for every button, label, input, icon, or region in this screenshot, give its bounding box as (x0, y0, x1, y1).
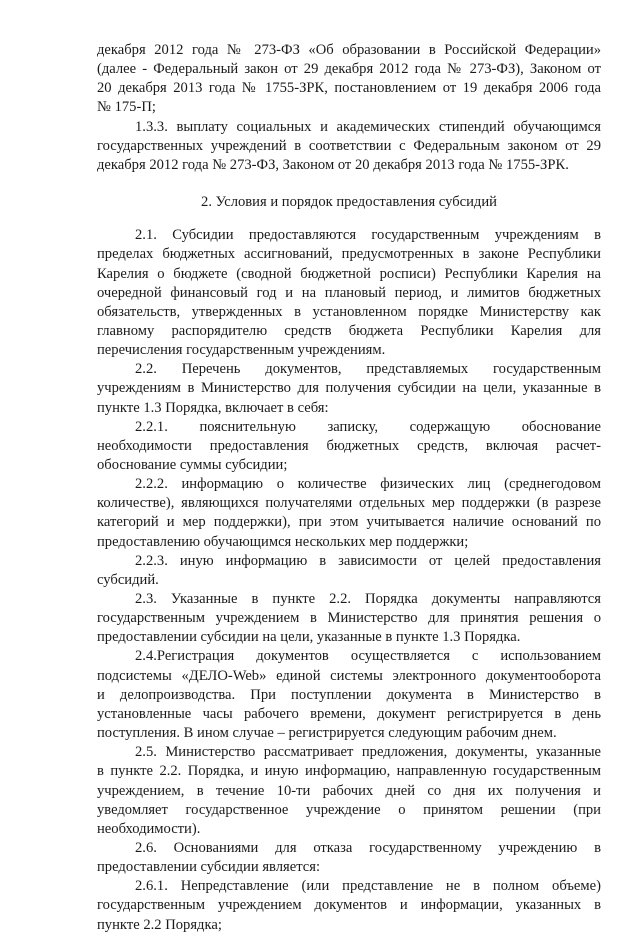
text-line: 2.6. Основаниями для отказа государственному учреждению в (135, 840, 601, 856)
text-line: 2.2.3. иную информацию в зависимости от целей предоставления (135, 553, 601, 569)
text-line: 2.2.2. информацию о количестве физических лиц (среднегодовом (135, 476, 601, 492)
text-line: перечисления государственным учреждениям. (97, 342, 386, 358)
text-line: Карелия о бюджете (сводной бюджетной росписи) Республики Карелия на (97, 266, 601, 282)
text-line: пункте 2.2 Порядка; (97, 917, 222, 933)
text-line: необходимости). (97, 821, 201, 837)
text-line: очередной финансовый год и на плановый период, и лимитов бюджетных (97, 285, 601, 301)
text-line: субсидий. (97, 572, 159, 588)
text-line: государственных учреждений в соответствии с Федеральным законом от 29 (97, 138, 601, 154)
text-line: государственным учреждением документов и информации, указанных в (97, 897, 601, 913)
text-line: учреждениям в Министерство для получения субсидии на цели, указанные в (97, 380, 601, 396)
text-line: 2.6.1. Непредставление (или представление не в полном объеме) (135, 878, 601, 894)
text-line: категорий и мер поддержки), при этом учитывается наличие оснований по (97, 514, 601, 530)
text-line: 2.2.1. пояснительную записку, содержащую обоснование (135, 419, 601, 435)
text-line: № 175-П; (97, 99, 156, 115)
text-line: поступления. В ином случае – регистрируется следующим рабочим днем. (97, 725, 557, 741)
section-heading: 2. Условия и порядок предоставления субсидий (201, 194, 497, 210)
text-line: главному распорядителю средств бюджета Республики Карелия для (97, 323, 601, 339)
text-line: подсистемы «ДЕЛО-Web» единой системы электронного документооборота (97, 668, 601, 684)
text-line: в пункте 2.2. Порядка, и иную информацию, направленную государственным (97, 763, 601, 779)
text-line: пределах бюджетных ассигнований, предусмотренных в законе Республики (97, 246, 601, 262)
text-line: 2.1. Субсидии предоставляются государственным учреждениям в (135, 227, 601, 243)
text-line: 2.2. Перечень документов, представляемых государственным (135, 361, 601, 377)
text-line: предоставлении субсидии является: (97, 859, 321, 875)
text-line: 2.5. Министерство рассматривает предложения, документы, указанные (135, 744, 601, 760)
text-line: 1.3.3. выплату социальных и академических стипендий обучающимся (135, 119, 601, 135)
text-line: (далее - Федеральный закон от 29 декабря 2012 года № 273-ФЗ), Законом от (97, 61, 601, 77)
text-line: 2.4.Регистрация документов осуществляется с использованием (135, 648, 601, 664)
text-line: предоставлении субсидии на цели, указанные в пункте 1.3 Порядка. (97, 629, 521, 645)
text-line: 2.3. Указанные в пункте 2.2. Порядка документы направляются (135, 591, 601, 607)
text-line: и делопроизводства. При поступлении документа в Министерство в (97, 687, 601, 703)
text-line: обязательств, утвержденных в установленном порядке Министерству как (97, 304, 601, 320)
text-line: декабря 2012 года № 273-ФЗ, Законом от 20 декабря 2013 года № 1755-ЗРК. (97, 157, 569, 173)
text-line: учреждением, в течение 10-ти рабочих дней со дня их получения и (97, 783, 601, 799)
text-line: предоставлению обучающимся нескольких мер поддержки; (97, 534, 469, 550)
text-line: уведомляет государственное учреждение о принятом решении (при (97, 802, 601, 818)
text-line: количестве), являющихся получателями отдельных мер поддержки (в разрезе (97, 495, 601, 511)
text-line: установленные часы рабочего времени, документ регистрируется в день (97, 706, 601, 722)
text-line: обоснование суммы субсидии; (97, 457, 288, 473)
text-line: декабря 2012 года № 273-ФЗ «Об образовании в Российской Федерации» (97, 42, 601, 58)
text-line: государственным учреждением в Министерство для принятия решения о (97, 610, 601, 626)
text-line: пункте 1.3 Порядка, включает в себя: (97, 400, 329, 416)
text-line: необходимости предоставления бюджетных средств, включая расчет- (97, 438, 601, 454)
text-line: 20 декабря 2013 года № 1755-ЗРК, постановлением от 19 декабря 2006 года (97, 80, 601, 96)
